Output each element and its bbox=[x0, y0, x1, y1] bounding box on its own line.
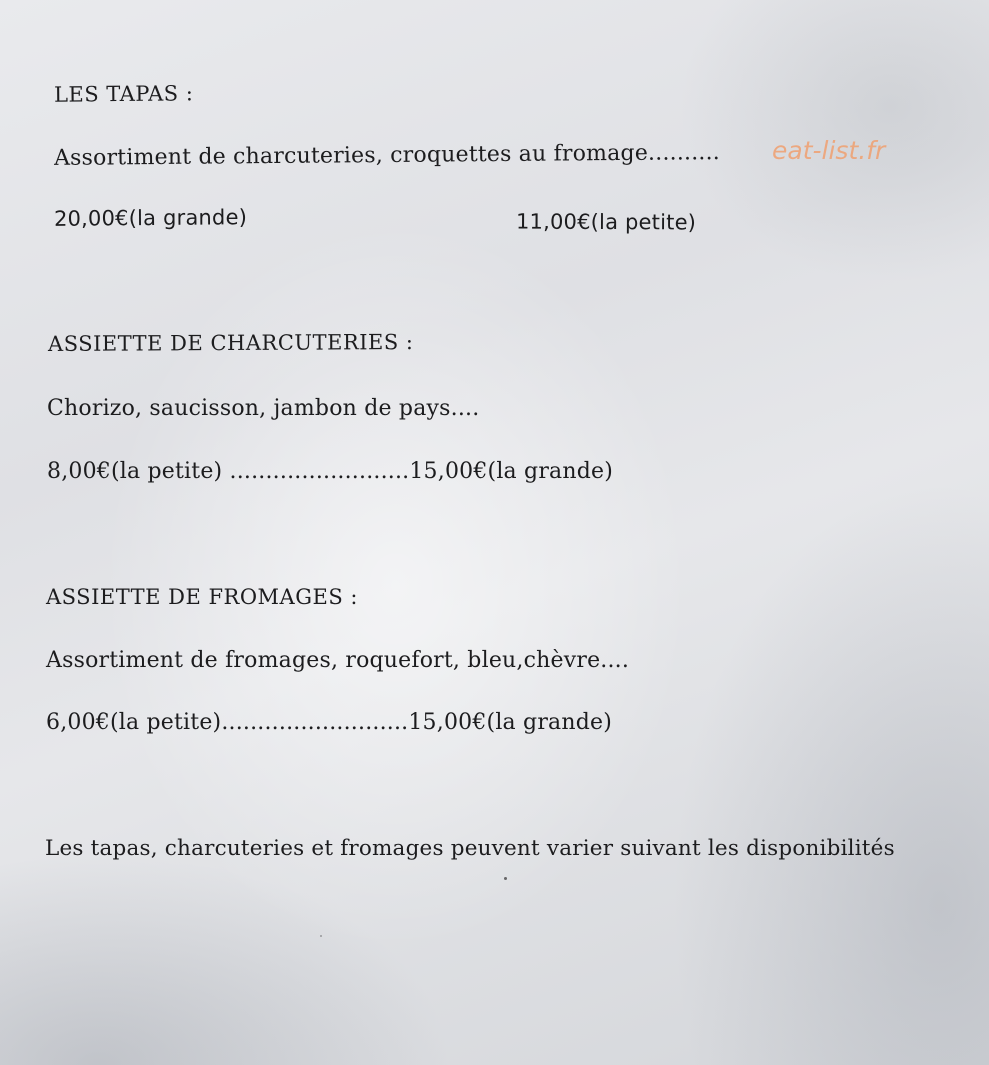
tapas-price-small: 11,00€(la petite) bbox=[515, 209, 697, 235]
tapas-price-large: 20,00€(la grande) bbox=[53, 205, 248, 231]
fromages-heading: ASSIETTE DE FROMAGES : bbox=[46, 585, 358, 609]
tapas-description: Assortiment de charcuteries, croquettes au fromage.......... bbox=[53, 140, 721, 171]
charcuteries-heading: ASSIETTE DE CHARCUTERIES : bbox=[47, 330, 414, 356]
charcuteries-prices: 8,00€(la petite) .........................15,00€(la grande) bbox=[47, 459, 614, 484]
fromages-prices: 6,00€(la petite)..........................15,00€(la grande) bbox=[46, 710, 613, 735]
paper-speck bbox=[504, 877, 507, 880]
charcuteries-description: Chorizo, saucisson, jambon de pays.... bbox=[47, 396, 480, 421]
fromages-description: Assortiment de fromages, roquefort, bleu,chèvre.... bbox=[46, 648, 630, 673]
availability-note: Les tapas, charcuteries et fromages peuvent varier suivant les disponibilités bbox=[45, 836, 895, 861]
paper-speck bbox=[320, 935, 322, 937]
eat-list-watermark: eat-list.fr bbox=[772, 136, 886, 165]
tapas-heading: LES TAPAS : bbox=[53, 81, 194, 107]
